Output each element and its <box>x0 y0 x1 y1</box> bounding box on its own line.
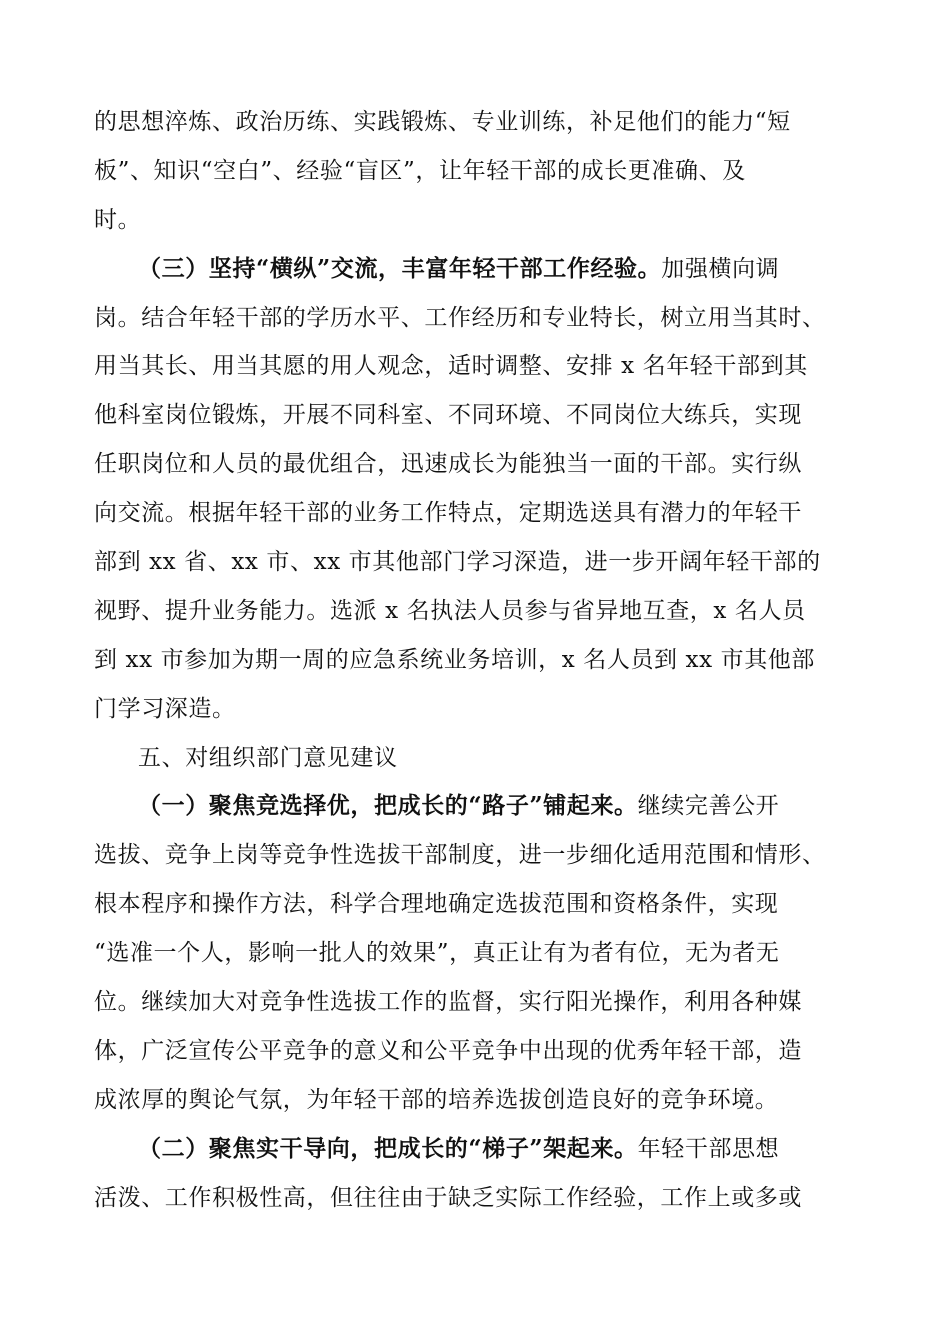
paragraph-first-line <box>94 1125 864 1174</box>
paragraph-continuation <box>94 98 864 245</box>
paragraph-first-line <box>94 245 864 294</box>
text-line: 到 xx 市参加为期一周的应急系统业务培训，x 名人员到 xx 市其他部 <box>94 646 816 673</box>
text-line: 板”、知识“空白”、经验“盲区”，让年轻干部的成长更准确、及 <box>94 157 746 184</box>
text-line: 任职岗位和人员的最优组合，迅速成长为能独当一面的干部。实行纵 <box>94 451 802 478</box>
text-line: 视野、提升业务能力。选派 x 名执法人员参与省异地互查，x 名人员 <box>94 597 806 624</box>
text-line: 用当其长、用当其愿的用人观念，适时调整、安排 x 名年轻干部到其 <box>94 353 808 380</box>
text-line: 位。继续加大对竞争性选拔工作的监督，实行阳光操作，利用各种媒 <box>94 989 802 1016</box>
text-line: 体，广泛宣传公平竞争的意义和公平竞争中出现的优秀年轻干部，造 <box>94 1037 802 1064</box>
text-line: 根本程序和操作方法，科学合理地确定选拔范围和资格条件，实现 <box>94 891 779 918</box>
paragraph-heading: （二）聚焦实干导向，把成长的“梯子”架起来。 <box>138 1134 638 1162</box>
paragraph-suggestion-2 <box>94 1125 864 1223</box>
text-line: 岗。结合年轻干部的学历水平、工作经历和专业特长，树立用当其时、 <box>94 304 826 331</box>
text-line: 活泼、工作积极性高，但往往由于缺乏实际工作经验，工作上或多或 <box>94 1184 802 1211</box>
text-line: 部到 xx 省、xx 市、xx 市其他部门学习深造，进一步开阔年轻干部的 <box>94 549 821 576</box>
text-line: 时。 <box>94 206 142 233</box>
text-line: 选拔、竞争上岗等竞争性选拔干部制度，进一步细化适用范围和情形、 <box>94 842 826 869</box>
paragraph-first-line <box>94 782 864 831</box>
section-title: 五、对组织部门意见建议 <box>138 744 398 771</box>
document-body <box>94 98 864 1222</box>
paragraph-heading: （一）聚焦竞选择优，把成长的“路子”铺起来。 <box>138 792 638 820</box>
paragraph-section-3 <box>94 245 864 734</box>
paragraph-lead-text: 年轻干部思想 <box>637 1135 780 1162</box>
paragraph-suggestion-1 <box>94 782 864 1124</box>
paragraph-heading: （三）坚持“横纵”交流，丰富年轻干部工作经验。 <box>138 254 662 282</box>
text-line: 向交流。根据年轻干部的业务工作特点，定期选送具有潜力的年轻干 <box>94 500 802 527</box>
text-line: “选准一个人，影响一批人的效果”，真正让有为者有位，无为者无 <box>94 940 780 967</box>
paragraph-lead-text: 加强横向调 <box>661 255 780 282</box>
text-line: 他科室岗位锻炼，开展不同科室、不同环境、不同岗位大练兵，实现 <box>94 402 802 429</box>
text-line: 门学习深造。 <box>94 695 236 722</box>
paragraph-lead-text: 继续完善公开 <box>637 793 780 820</box>
text-line: 的思想淬炼、政治历练、实践锻炼、专业训练，补足他们的能力“短 <box>94 109 791 135</box>
text-line: 成浓厚的舆论气氛，为年轻干部的培养选拔创造良好的竞争环境。 <box>94 1086 779 1113</box>
